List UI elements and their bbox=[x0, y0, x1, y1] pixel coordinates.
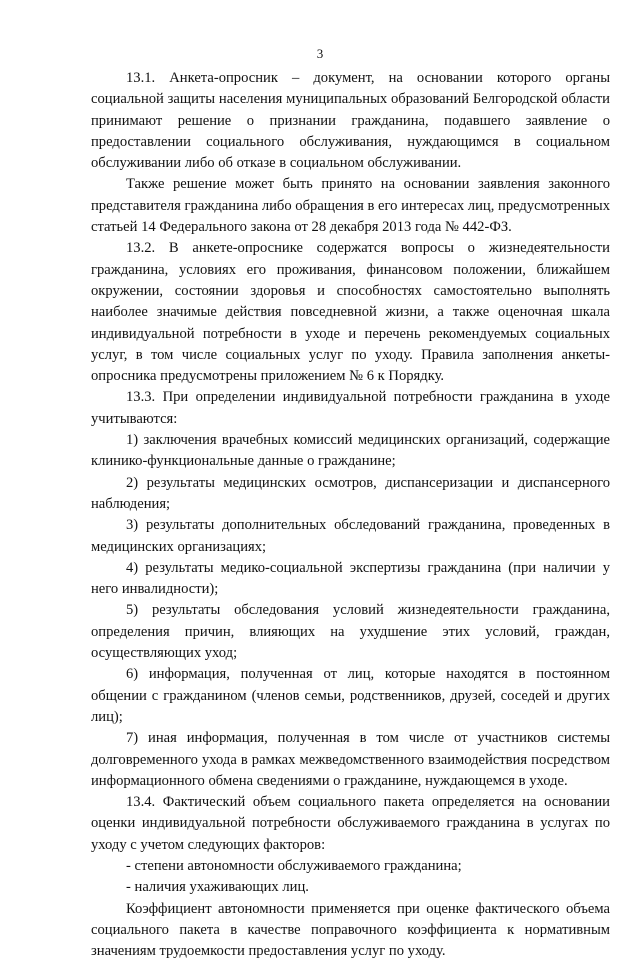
list-item-2: 2) результаты медицинских осмотров, диспансеризации и диспансерного наблюдения; bbox=[91, 474, 610, 512]
paragraph-13-3: 13.3. При определении индивидуальной потребности гражданина в уходе учитываются: bbox=[91, 389, 610, 427]
list-item-4: 4) результаты медико-социальной экспертизы гражданина (при наличии у него инвалидности); bbox=[91, 559, 610, 598]
page-number: 3 bbox=[316, 46, 324, 61]
paragraph-13-4: 13.4. Фактический объем социального пакета определяется на основании оценки индивидуальной потребности обслуживаемого гражданина в услугах по уходу с учетом следующих факторов: bbox=[91, 794, 610, 853]
factor-caregivers: - наличия ухаживающих лиц. bbox=[126, 879, 309, 896]
list-item-5: 5) результаты обследования условий жизнедеятельности гражданина, определения причин, влияющих на ухудшение этих условий, граждан, осуществляющих уход; bbox=[91, 602, 610, 662]
list-item-7: 7) иная информация, полученная в том числе от участников системы долговременного ухода в рамках межведомственного взаимодействия посредством информационного обмена сведениями о гражданине, нуждающемся в уходе. bbox=[91, 730, 610, 789]
paragraph-legal-representative: Также решение может быть принято на основании заявления законного представителя гражданина либо обращения в его интересах лиц, предусмотренных статьей 14 Федерального закона от 28 декабря 2013 года № 442-ФЗ. bbox=[91, 176, 610, 236]
paragraph-13-1: 13.1. Анкета-опросник – документ, на основании которого органы социальной защиты населения муниципальных образований Белгородской области принимают решение о признании гражданина, подавшего заявление о предоставлении социального обслуживания, нуждающимся в социальном обслуживании либо об отказе в социальном обслуживании. bbox=[91, 70, 610, 172]
paragraph-13-2: 13.2. В анкете-опроснике содержатся вопросы о жизнедеятельности гражданина, условиях его проживания, финансовом положении, ближайшем окружении, состоянии здоровья и способностях самостоятельно выполнять наиболее значимые действия повседневной жизни, а также оценочная шкала индивидуальной потребности в уходе и перечень рекомендуемых социальных услуг, в том числе социальных услуг по уходу. Правила заполнения анкеты-опросника предусмотрены приложением № 6 к Порядку. bbox=[91, 240, 610, 385]
list-item-3: 3) результаты дополнительных обследований гражданина, проведенных в медицинских организациях; bbox=[91, 517, 610, 555]
factor-autonomy: - степени автономности обслуживаемого гражданина; bbox=[126, 857, 462, 874]
list-item-6: 6) информация, полученная от лиц, которые находятся в постоянном общении с гражданином (членов семьи, родственников, друзей, соседей и других лиц); bbox=[91, 666, 610, 725]
document-body bbox=[91, 68, 610, 962]
paragraph-autonomy-coefficient: Коэффициент автономности применяется при оценке фактического объема социального пакета в качестве поправочного коэффициента к нормативным значениям трудоемкости предоставления услуг по уходу. bbox=[91, 900, 610, 960]
list-item-1: 1) заключения врачебных комиссий медицинских организаций, содержащие клинико-функциональные данные о гражданине; bbox=[91, 432, 610, 470]
